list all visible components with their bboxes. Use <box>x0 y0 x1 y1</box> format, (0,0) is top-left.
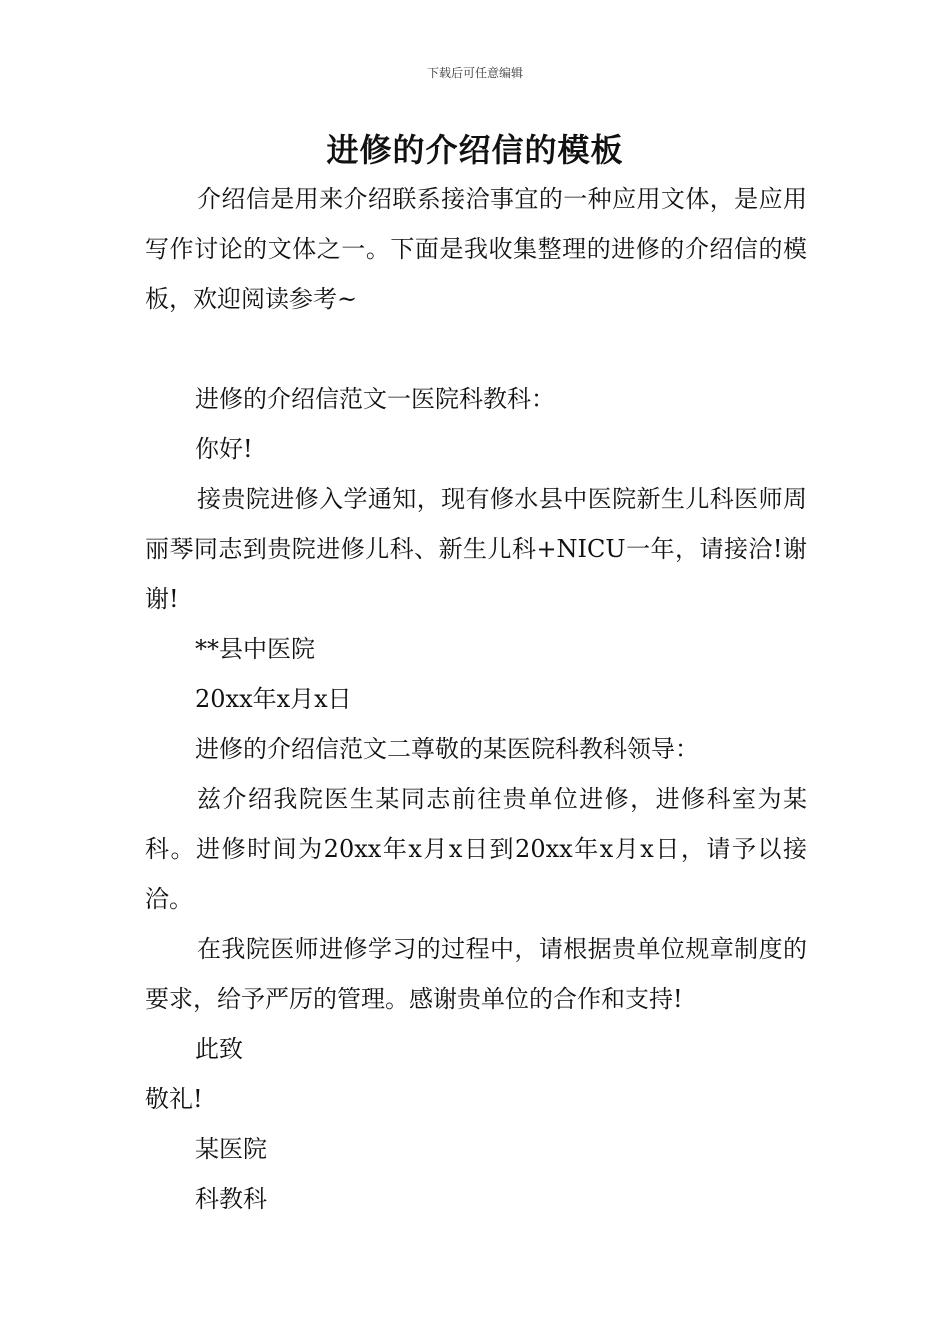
sample2-closing1: 此致 <box>195 1035 243 1063</box>
intro-paragraph: 介绍信是用来介绍联系接洽事宜的一种应用文体，是应用写作讨论的文体之一。下面是我收集整理的进修的介绍信的模板，欢迎阅读参考~ <box>145 185 807 313</box>
sample2-signature2: 科教科 <box>195 1185 267 1213</box>
sample1-heading: 进修的介绍信范文一医院科教科： <box>195 385 555 413</box>
document-title: 进修的介绍信的模板 <box>326 131 624 169</box>
sample1-greeting: 你好! <box>195 435 253 463</box>
sample2-closing2: 敬礼! <box>145 1085 203 1113</box>
sample2-body2: 在我院医师进修学习的过程中，请根据贵单位规章制度的要求，给予严厉的管理。感谢贵单位的合作和支持! <box>145 935 807 1013</box>
sample1-date: 20xx年x月x日 <box>195 685 352 713</box>
sample1-body: 接贵院进修入学通知，现有修水县中医院新生儿科医师周丽琴同志到贵院进修儿科、新生儿科+NICU一年，请接洽!谢谢! <box>145 485 807 613</box>
sample1-signature: **县中医院 <box>195 635 315 663</box>
page-header-note: 下载后可任意编辑 <box>426 66 523 80</box>
blank-line <box>145 324 807 374</box>
document-body <box>145 174 807 1224</box>
sample2-body1: 兹介绍我院医生某同志前往贵单位进修，进修科室为某科。进修时间为20xx年x月x日到20xx年x月x日，请予以接洽。 <box>145 785 807 913</box>
sample2-heading: 进修的介绍信范文二尊敬的某医院科教科领导： <box>195 735 699 763</box>
sample2-signature1: 某医院 <box>195 1135 267 1163</box>
